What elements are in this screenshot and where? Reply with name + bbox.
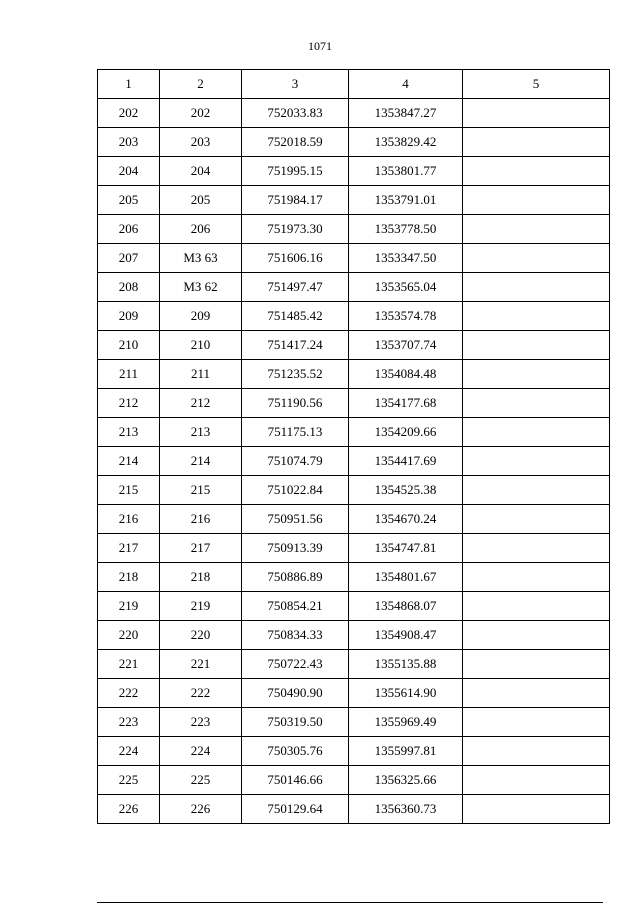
note-cell: [463, 650, 610, 679]
point-label-cell: 215: [160, 476, 242, 505]
x-coordinate-cell: 750886.89: [242, 563, 349, 592]
footer-rule: [97, 902, 603, 903]
point-label-cell: 213: [160, 418, 242, 447]
x-coordinate-cell: 751973.30: [242, 215, 349, 244]
note-cell: [463, 592, 610, 621]
point-label-cell: 214: [160, 447, 242, 476]
x-coordinate-cell: 750854.21: [242, 592, 349, 621]
x-coordinate-cell: 750129.64: [242, 795, 349, 824]
point-number-cell: 213: [98, 418, 160, 447]
point-label-cell: МЗ 63: [160, 244, 242, 273]
x-coordinate-cell: 751485.42: [242, 302, 349, 331]
point-label-cell: 225: [160, 766, 242, 795]
note-cell: [463, 360, 610, 389]
point-number-cell: 215: [98, 476, 160, 505]
x-coordinate-cell: 750834.33: [242, 621, 349, 650]
coordinates-table: [97, 69, 610, 824]
x-coordinate-cell: 751175.13: [242, 418, 349, 447]
point-label-cell: 212: [160, 389, 242, 418]
table-row: [98, 389, 610, 418]
x-coordinate-cell: 750305.76: [242, 737, 349, 766]
y-coordinate-cell: 1353347.50: [349, 244, 463, 273]
note-cell: [463, 737, 610, 766]
x-coordinate-cell: 752033.83: [242, 99, 349, 128]
note-cell: [463, 766, 610, 795]
table-row: [98, 128, 610, 157]
point-label-cell: 216: [160, 505, 242, 534]
point-label-cell: 209: [160, 302, 242, 331]
y-coordinate-cell: 1355969.49: [349, 708, 463, 737]
note-cell: [463, 99, 610, 128]
table-row: [98, 708, 610, 737]
y-coordinate-cell: 1354747.81: [349, 534, 463, 563]
point-number-cell: 210: [98, 331, 160, 360]
point-number-cell: 202: [98, 99, 160, 128]
y-coordinate-cell: 1353778.50: [349, 215, 463, 244]
y-coordinate-cell: 1354908.47: [349, 621, 463, 650]
x-coordinate-cell: 752018.59: [242, 128, 349, 157]
point-number-cell: 217: [98, 534, 160, 563]
note-cell: [463, 186, 610, 215]
note-cell: [463, 505, 610, 534]
table-row: [98, 360, 610, 389]
note-cell: [463, 795, 610, 824]
table-row: [98, 563, 610, 592]
table-body: [98, 99, 610, 824]
point-label-cell: 224: [160, 737, 242, 766]
y-coordinate-cell: 1353801.77: [349, 157, 463, 186]
table-row: [98, 273, 610, 302]
point-label-cell: 222: [160, 679, 242, 708]
y-coordinate-cell: 1356325.66: [349, 766, 463, 795]
point-number-cell: 203: [98, 128, 160, 157]
note-cell: [463, 128, 610, 157]
x-coordinate-cell: 750951.56: [242, 505, 349, 534]
page-number: 1071: [308, 39, 332, 53]
point-number-cell: 209: [98, 302, 160, 331]
x-coordinate-cell: 750146.66: [242, 766, 349, 795]
note-cell: [463, 563, 610, 592]
point-number-cell: 222: [98, 679, 160, 708]
column-header-5: 5: [463, 70, 610, 99]
note-cell: [463, 273, 610, 302]
point-label-cell: 203: [160, 128, 242, 157]
table-row: [98, 244, 610, 273]
y-coordinate-cell: 1353791.01: [349, 186, 463, 215]
table-row: [98, 302, 610, 331]
x-coordinate-cell: 750722.43: [242, 650, 349, 679]
note-cell: [463, 534, 610, 563]
point-number-cell: 218: [98, 563, 160, 592]
x-coordinate-cell: 751190.56: [242, 389, 349, 418]
x-coordinate-cell: 751995.15: [242, 157, 349, 186]
point-label-cell: 217: [160, 534, 242, 563]
y-coordinate-cell: 1354670.24: [349, 505, 463, 534]
point-number-cell: 206: [98, 215, 160, 244]
point-label-cell: 210: [160, 331, 242, 360]
y-coordinate-cell: 1353574.78: [349, 302, 463, 331]
point-label-cell: 211: [160, 360, 242, 389]
table-row: [98, 737, 610, 766]
table-row: [98, 157, 610, 186]
table-row: [98, 418, 610, 447]
point-number-cell: 216: [98, 505, 160, 534]
table-row: [98, 534, 610, 563]
point-number-cell: 221: [98, 650, 160, 679]
point-number-cell: 219: [98, 592, 160, 621]
x-coordinate-cell: 751606.16: [242, 244, 349, 273]
table-row: [98, 99, 610, 128]
point-number-cell: 207: [98, 244, 160, 273]
table-row: [98, 186, 610, 215]
x-coordinate-cell: 751022.84: [242, 476, 349, 505]
point-number-cell: 223: [98, 708, 160, 737]
point-label-cell: 220: [160, 621, 242, 650]
y-coordinate-cell: 1354801.67: [349, 563, 463, 592]
table-row: [98, 447, 610, 476]
y-coordinate-cell: 1353565.04: [349, 273, 463, 302]
y-coordinate-cell: 1353829.42: [349, 128, 463, 157]
point-number-cell: 225: [98, 766, 160, 795]
y-coordinate-cell: 1354177.68: [349, 389, 463, 418]
table-row: [98, 795, 610, 824]
point-label-cell: 226: [160, 795, 242, 824]
point-label-cell: 206: [160, 215, 242, 244]
note-cell: [463, 679, 610, 708]
point-label-cell: 204: [160, 157, 242, 186]
point-number-cell: 212: [98, 389, 160, 418]
point-number-cell: 205: [98, 186, 160, 215]
y-coordinate-cell: 1355614.90: [349, 679, 463, 708]
note-cell: [463, 621, 610, 650]
x-coordinate-cell: 751984.17: [242, 186, 349, 215]
y-coordinate-cell: 1355997.81: [349, 737, 463, 766]
note-cell: [463, 331, 610, 360]
column-header-4: 4: [349, 70, 463, 99]
point-number-cell: 214: [98, 447, 160, 476]
y-coordinate-cell: 1354084.48: [349, 360, 463, 389]
note-cell: [463, 302, 610, 331]
x-coordinate-cell: 750490.90: [242, 679, 349, 708]
x-coordinate-cell: 751417.24: [242, 331, 349, 360]
point-label-cell: 219: [160, 592, 242, 621]
note-cell: [463, 476, 610, 505]
point-label-cell: 205: [160, 186, 242, 215]
table-row: [98, 621, 610, 650]
note-cell: [463, 447, 610, 476]
table-row: [98, 476, 610, 505]
table-row: [98, 215, 610, 244]
x-coordinate-cell: 751235.52: [242, 360, 349, 389]
x-coordinate-cell: 750319.50: [242, 708, 349, 737]
point-number-cell: 208: [98, 273, 160, 302]
point-label-cell: 223: [160, 708, 242, 737]
point-label-cell: МЗ 62: [160, 273, 242, 302]
point-number-cell: 220: [98, 621, 160, 650]
table-row: [98, 505, 610, 534]
note-cell: [463, 157, 610, 186]
y-coordinate-cell: 1356360.73: [349, 795, 463, 824]
table-row: [98, 679, 610, 708]
note-cell: [463, 215, 610, 244]
y-coordinate-cell: 1354417.69: [349, 447, 463, 476]
y-coordinate-cell: 1354525.38: [349, 476, 463, 505]
note-cell: [463, 708, 610, 737]
table-row: [98, 331, 610, 360]
point-label-cell: 202: [160, 99, 242, 128]
note-cell: [463, 389, 610, 418]
y-coordinate-cell: 1353847.27: [349, 99, 463, 128]
point-number-cell: 204: [98, 157, 160, 186]
y-coordinate-cell: 1354868.07: [349, 592, 463, 621]
table-row: [98, 592, 610, 621]
table-header-row: [98, 70, 610, 99]
column-header-3: 3: [242, 70, 349, 99]
y-coordinate-cell: 1355135.88: [349, 650, 463, 679]
point-number-cell: 211: [98, 360, 160, 389]
y-coordinate-cell: 1354209.66: [349, 418, 463, 447]
y-coordinate-cell: 1353707.74: [349, 331, 463, 360]
table-row: [98, 766, 610, 795]
point-label-cell: 221: [160, 650, 242, 679]
x-coordinate-cell: 750913.39: [242, 534, 349, 563]
point-number-cell: 224: [98, 737, 160, 766]
note-cell: [463, 418, 610, 447]
point-number-cell: 226: [98, 795, 160, 824]
x-coordinate-cell: 751497.47: [242, 273, 349, 302]
column-header-2: 2: [160, 70, 242, 99]
column-header-1: 1: [98, 70, 160, 99]
x-coordinate-cell: 751074.79: [242, 447, 349, 476]
note-cell: [463, 244, 610, 273]
table-row: [98, 650, 610, 679]
point-label-cell: 218: [160, 563, 242, 592]
